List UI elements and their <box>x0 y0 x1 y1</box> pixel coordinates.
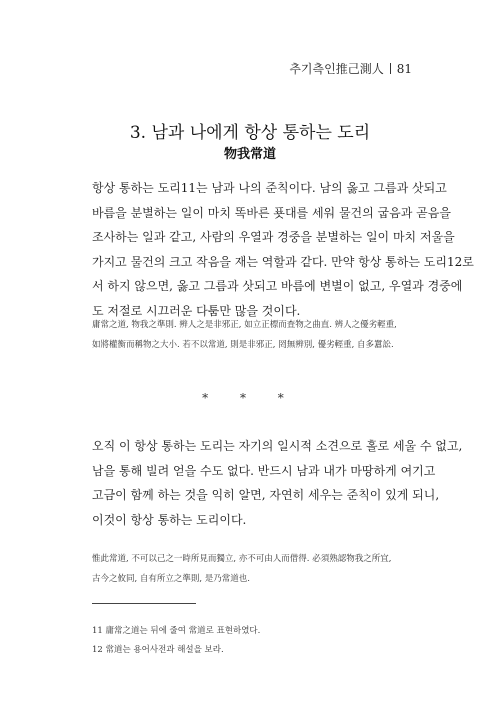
paragraph-line: 바름을 분별하는 일이 마치 똑바른 푯대를 세워 물건의 굽음과 곧음을 <box>92 205 451 220</box>
paragraph-line: 서 하지 않으면, 옳고 그름과 삿되고 바름에 변별이 없고, 우열과 경중에 <box>92 279 463 294</box>
paragraph-line: 남을 통해 빌려 얻을 수도 없다. 반드시 남과 내가 마땅하게 여기고 <box>92 463 436 478</box>
footnote-divider <box>92 603 196 604</box>
paragraph-line: 도 저절로 시끄러운 다툼만 많을 것이다. <box>92 303 301 318</box>
section-title: 3. 남과 나에게 항상 통하는 도리 <box>129 123 371 143</box>
classical-line: 庸常之道, 物我之準則. 辨人之是非邪正, 如立正標而査物之曲直. 辨人之優劣輕重, <box>92 320 397 330</box>
paragraph-line: 항상 통하는 도리11는 남과 나의 준칙이다. 남의 옳고 그름과 삿되고 <box>92 181 447 195</box>
footnotes <box>92 622 410 660</box>
footnote-12: 12 常道는 용어사전과 해설을 보라. <box>92 645 224 655</box>
running-header <box>289 60 412 77</box>
paragraph-line: 이것이 항상 통하는 도리이다. <box>92 512 247 527</box>
paragraph-line: 고금이 함께 하는 것을 익히 알면, 자연히 세우는 준칙이 있게 되니, <box>92 488 440 503</box>
classical-line: 古今之攸同, 自有所立之準則, 是乃常道也. <box>92 574 251 584</box>
paragraph-line: 가지고 물건의 크고 작음을 재는 역할과 같다. 만약 항상 통하는 도리12로 <box>92 254 474 269</box>
footnote-11: 11 庸常之道는 뒤에 줄여 常道로 표현하였다. <box>92 626 261 636</box>
section-subtitle: 物我常道 <box>223 147 276 162</box>
running-title: 추기측인推己測人 <box>289 62 384 76</box>
korean-paragraph-2 <box>92 434 463 532</box>
page-number: 81 <box>396 62 412 76</box>
paragraph-line: 조사하는 일과 같고, 사람의 우열과 경중을 분별하는 일이 마치 저울을 <box>92 230 455 245</box>
paragraph-line: 오직 이 항상 통하는 도리는 자기의 일시적 소견으로 홀로 세울 수 없고, <box>92 439 463 453</box>
classical-line: 惟此常道, 不可以己之一時所見而獨立, 亦不可由人而借得. 必須熟認物我之所宜, <box>92 554 392 564</box>
classical-text-2 <box>92 549 410 589</box>
header-divider <box>390 63 391 74</box>
classical-text-1 <box>92 315 410 355</box>
classical-line: 如將權衡而稱物之大小. 若不以常道, 則是非邪正, 罔無辨別, 優劣輕重, 自多囂訟. <box>92 340 394 350</box>
section-separator: * * * <box>202 391 298 405</box>
korean-paragraph-1 <box>92 176 474 324</box>
